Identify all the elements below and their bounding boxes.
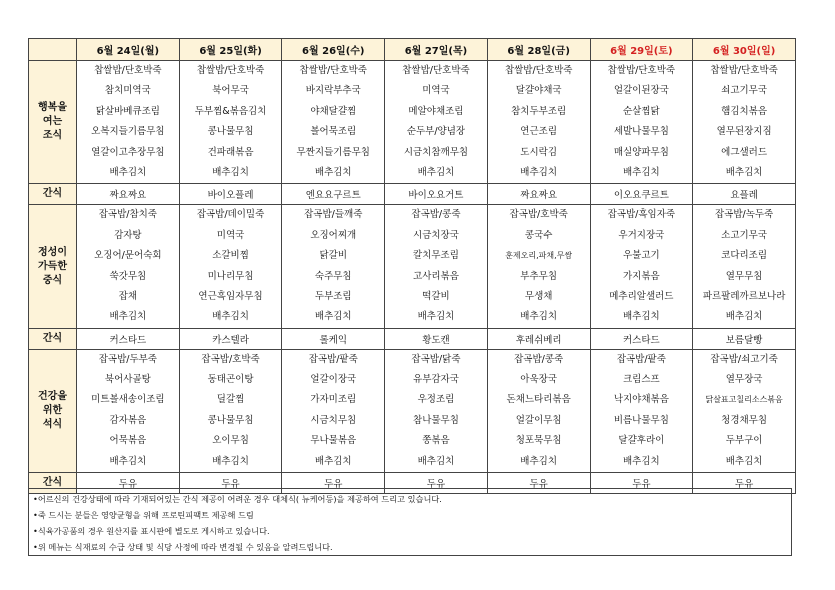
menu-item: 배추김치 — [520, 311, 558, 323]
menu-item: 칼치무조림 — [413, 250, 459, 262]
menu-item: 우불고기 — [623, 250, 660, 262]
snack-label: 간식 — [29, 184, 77, 205]
snack-cell: 두유 — [693, 473, 796, 494]
menu-item: 달걀야채국 — [515, 85, 562, 97]
day-menu-cell — [693, 349, 796, 472]
snack-cell: 커스타드 — [77, 328, 180, 349]
day-header: 6월 25일(화) — [179, 39, 282, 61]
menu-item: 찹쌀밥/단호박죽 — [504, 65, 573, 76]
menu-item: 얼갈이장국 — [310, 374, 357, 386]
menu-item: 오이무침 — [212, 435, 249, 447]
menu-item: 잡채 — [118, 290, 138, 302]
snack-cell: 요플레 — [693, 184, 796, 205]
snack-cell: 바이오요거트 — [385, 184, 488, 205]
menu-item: 메추리알샐러드 — [609, 290, 674, 302]
menu-item: 우정조림 — [417, 394, 455, 406]
menu-item: 메알야채조림 — [408, 105, 464, 117]
menu-item: 햄김치볶음 — [721, 105, 768, 117]
menu-item: 청포묵무침 — [515, 435, 562, 447]
snack-label: 간식 — [29, 473, 77, 494]
meal-row — [29, 61, 796, 184]
menu-item: 훈제오리,파채,무쌈 — [505, 251, 573, 261]
menu-item: 콩국수 — [524, 229, 553, 241]
day-menu-cell — [282, 61, 385, 184]
snack-cell: 두유 — [590, 473, 693, 494]
day-menu-cell — [590, 205, 693, 328]
meal-row — [29, 205, 796, 328]
menu-item: 열무무침 — [725, 270, 763, 282]
menu-item: 순두부/양념장 — [406, 126, 466, 138]
menu-item: 오징어/문어숙회 — [94, 250, 162, 262]
menu-item: 두부찜&볶음김치 — [194, 105, 267, 117]
menu-item: 미트볼새송이조림 — [91, 394, 165, 406]
meal-label-line: 건강을 — [38, 390, 67, 402]
menu-item: 매실양파무침 — [613, 146, 669, 158]
snack-cell: 롤케익 — [282, 328, 385, 349]
meal-row — [29, 349, 796, 472]
meal-label — [29, 349, 77, 472]
menu-item: 미역국 — [422, 85, 450, 97]
snack-cell: 짜요짜요 — [77, 184, 180, 205]
menu-item: 시금치무침 — [310, 414, 357, 426]
menu-item: 배추김치 — [109, 311, 147, 323]
menu-item: 참치두부조림 — [511, 105, 567, 117]
menu-item: 떡갈비 — [422, 290, 450, 302]
menu-item: 열갈이고추장무침 — [91, 146, 165, 158]
menu-item: 잡곡밥/들깨죽 — [304, 209, 363, 221]
note-line: •위 메뉴는 식재료의 수급 상태 및 식당 사정에 따라 변경될 수 있음을 알려드립니다. — [33, 542, 333, 552]
day-menu-cell — [77, 349, 180, 472]
snack-cell: 두유 — [77, 473, 180, 494]
menu-item: 두부구이 — [725, 435, 763, 447]
snack-cell: 바이오플레 — [179, 184, 282, 205]
menu-item: 찹쌀밥/단호박죽 — [94, 65, 162, 76]
day-menu-cell — [179, 61, 282, 184]
menu-item: 열무된장지짐 — [716, 126, 772, 138]
day-menu-cell — [487, 349, 590, 472]
menu-item: 배추김치 — [520, 166, 558, 178]
menu-item: 잡곡밥/팥죽 — [308, 353, 358, 365]
menu-item: 무짠지들기름무침 — [296, 146, 370, 158]
day-menu-cell — [590, 349, 693, 472]
day-menu-cell — [487, 205, 590, 328]
menu-item: 배추김치 — [623, 455, 660, 467]
snack-cell: 카스텔라 — [179, 328, 282, 349]
menu-item: 잡곡밥/녹두죽 — [714, 209, 774, 221]
meal-label-line: 여는 — [42, 116, 63, 128]
menu-item: 배추김치 — [417, 311, 455, 323]
menu-item: 비름나물무침 — [613, 414, 669, 426]
snack-cell: 두유 — [385, 473, 488, 494]
menu-item: 배추김치 — [725, 455, 763, 467]
menu-item: 가자미조림 — [310, 394, 357, 406]
menu-item: 배추김치 — [109, 166, 147, 178]
menu-item: 유부감자국 — [413, 374, 459, 386]
menu-item: 콩나물무침 — [207, 126, 254, 138]
snack-cell: 커스타드 — [590, 328, 693, 349]
menu-item: 배추김치 — [212, 166, 249, 178]
menu-item: 크림스프 — [623, 374, 660, 386]
header-row — [29, 39, 796, 61]
menu-item: 두부조림 — [314, 290, 352, 302]
weekly-menu-table — [28, 38, 796, 494]
menu-item: 미역국 — [216, 229, 245, 241]
menu-item: 소갈비찜 — [212, 250, 249, 262]
menu-item: 잡곡밥/콩죽 — [514, 353, 564, 365]
menu-item: 찹쌀밥/단호박죽 — [607, 65, 676, 76]
menu-item: 찹쌀밥/단호박죽 — [196, 65, 265, 76]
menu-item: 낙지야채볶음 — [613, 394, 669, 406]
snack-cell: 황도캔 — [385, 328, 488, 349]
menu-item: 감자볶음 — [109, 414, 147, 426]
menu-item: 배추김치 — [725, 166, 763, 178]
menu-item: 부추무침 — [520, 270, 558, 282]
menu-item: 딜갈찜 — [216, 394, 245, 406]
menu-item: 미나리무침 — [207, 270, 254, 282]
menu-item: 배추김치 — [109, 455, 147, 467]
menu-item: 달걀후라이 — [618, 435, 665, 447]
menu-item: 잡곡밥/흑임자죽 — [607, 209, 676, 221]
menu-item: 우거지장국 — [618, 229, 665, 241]
menu-item: 오복지들기름무침 — [91, 126, 165, 138]
day-menu-cell — [282, 349, 385, 472]
menu-item: 세발나물무침 — [613, 126, 669, 138]
snack-cell: 두유 — [282, 473, 385, 494]
menu-item: 열무장국 — [725, 374, 763, 386]
menu-item: 잡곡밥/두부죽 — [98, 353, 157, 365]
menu-item: 바지락부추국 — [305, 85, 361, 97]
menu-item: 도시락김 — [520, 146, 558, 158]
menu-item: 닭살표고칠리소스볶음 — [705, 395, 783, 405]
menu-item: 시금치장국 — [413, 229, 459, 241]
day-menu-cell — [385, 349, 488, 472]
menu-item: 배추김치 — [623, 166, 660, 178]
snack-cell: 후레쉬베리 — [487, 328, 590, 349]
day-menu-cell — [385, 205, 488, 328]
day-header-weekend: 6월 29일(토) — [590, 39, 693, 61]
menu-item: 동태곤이탕 — [207, 374, 254, 386]
menu-item: 쫑볶음 — [422, 435, 450, 447]
menu-item: 배추김치 — [212, 455, 249, 467]
meal-label-line: 정성이 — [38, 246, 67, 258]
menu-item: 에그샐러드 — [721, 146, 768, 158]
day-header: 6월 26일(수) — [282, 39, 385, 61]
menu-item: 배추김치 — [314, 311, 352, 323]
menu-item: 닭살바베큐조림 — [95, 105, 160, 117]
meal-label-line: 행복을 — [38, 102, 67, 114]
menu-item: 배추김치 — [623, 311, 660, 323]
snack-cell: 엔요요구르트 — [282, 184, 385, 205]
day-menu-cell — [282, 205, 385, 328]
menu-item: 숙주무침 — [314, 270, 352, 282]
menu-item: 청경채무침 — [721, 414, 768, 426]
menu-item: 찹쌀밥/단호박죽 — [710, 65, 778, 76]
snack-cell: 짜요짜요 — [487, 184, 590, 205]
menu-item: 어묵볶음 — [109, 435, 147, 447]
day-header-weekend: 6월 30일(일) — [693, 39, 796, 61]
menu-item: 배추김치 — [725, 311, 763, 323]
menu-item: 시금치참깨무침 — [403, 146, 469, 158]
menu-item: 가지볶음 — [623, 270, 660, 282]
menu-item: 닭갈비 — [319, 250, 348, 262]
menu-item: 북어사골탕 — [104, 374, 151, 386]
meal-label — [29, 61, 77, 184]
menu-item: 잡곡밥/호박죽 — [201, 353, 260, 365]
menu-item: 잡곡밥/데이밀죽 — [196, 209, 265, 221]
menu-item: 볼어묵조림 — [310, 126, 357, 138]
menu-item: 배추김치 — [520, 455, 558, 467]
menu-item: 잡곡밥/팥죽 — [616, 353, 666, 365]
note-line: •어르신의 건강상태에 따라 기재되어있는 간식 제공이 어려운 경우 대체식( 뉴케어등)을 제공하여 드리고 있습니다. — [33, 494, 442, 504]
meal-label-line: 위한 — [42, 404, 63, 416]
day-header: 6월 24일(월) — [77, 39, 180, 61]
menu-item: 참치미역국 — [104, 85, 151, 97]
day-menu-cell — [179, 205, 282, 328]
corner-cell — [29, 39, 77, 61]
menu-item: 잡곡밥/쇠고기죽 — [710, 353, 778, 365]
menu-item: 순살찜닭 — [623, 105, 660, 117]
menu-item: 쇠고기무국 — [721, 85, 768, 97]
day-menu-cell — [693, 61, 796, 184]
menu-item: 잡곡밥/참치죽 — [98, 209, 157, 221]
snack-cell: 이오요쿠르트 — [590, 184, 693, 205]
notes-box — [28, 488, 792, 556]
menu-item: 돈채느타리볶음 — [506, 394, 571, 406]
menu-item: 배추김치 — [417, 455, 455, 467]
menu-item: 콩나물무침 — [207, 414, 254, 426]
day-menu-cell — [179, 349, 282, 472]
menu-item: 배추김치 — [212, 311, 249, 323]
menu-item: 배추김치 — [314, 166, 352, 178]
menu-item: 오징어찌개 — [310, 229, 357, 241]
menu-item: 건파래볶음 — [207, 146, 254, 158]
menu-item: 배추김치 — [417, 166, 455, 178]
snack-label: 간식 — [29, 328, 77, 349]
snack-cell: 두유 — [179, 473, 282, 494]
day-menu-cell — [77, 61, 180, 184]
day-header: 6월 28일(금) — [487, 39, 590, 61]
day-menu-cell — [590, 61, 693, 184]
menu-item: 참나물무침 — [413, 414, 459, 426]
menu-item: 감자탕 — [114, 229, 142, 241]
menu-item: 찹쌀밥/단호박죽 — [299, 65, 367, 76]
menu-item: 북어무국 — [212, 85, 249, 97]
snack-cell: 두유 — [487, 473, 590, 494]
menu-item: 잡곡밥/콩죽 — [411, 209, 461, 221]
menu-item: 쑥갓무침 — [109, 270, 147, 282]
snack-cell: 보름달빵 — [693, 328, 796, 349]
day-menu-cell — [487, 61, 590, 184]
menu-item: 잡곡밥/닭죽 — [411, 353, 461, 365]
meal-label-line: 가득한 — [38, 260, 67, 272]
menu-item: 연근조림 — [520, 126, 558, 138]
menu-item: 찹쌀밥/단호박죽 — [402, 65, 470, 76]
note-line: •식육가공품의 경우 원산지를 표시판에 별도로 게시하고 있습니다. — [33, 526, 270, 536]
menu-item: 얼갈이무침 — [515, 414, 562, 426]
menu-item: 배추김치 — [314, 455, 352, 467]
day-menu-cell — [77, 205, 180, 328]
snack-row — [29, 184, 796, 205]
menu-item: 파르팔레까르보나라 — [702, 290, 786, 302]
menu-item: 소고기무국 — [721, 229, 768, 241]
menu-item: 고사리볶음 — [413, 270, 459, 282]
menu-item: 야채달걀찜 — [310, 105, 357, 117]
menu-item: 잡곡밥/호박죽 — [509, 209, 568, 221]
note-line: •죽 드시는 분들은 영양균형을 위해 프로틴피팩트 제공해 드림 — [33, 510, 254, 520]
menu-item: 아욱장국 — [520, 374, 558, 386]
day-header: 6월 27일(목) — [385, 39, 488, 61]
day-menu-cell — [385, 61, 488, 184]
meal-label — [29, 205, 77, 328]
snack-row — [29, 328, 796, 349]
menu-item: 무생채 — [524, 290, 553, 302]
meal-label-line: 중식 — [42, 274, 63, 286]
meal-label-line: 석식 — [42, 418, 63, 430]
menu-item: 연근흑임자무침 — [198, 290, 263, 302]
meal-label-line: 조식 — [42, 130, 63, 142]
menu-item: 코다리조림 — [721, 250, 768, 262]
menu-item: 얼갈이된장국 — [613, 85, 669, 97]
day-menu-cell — [693, 205, 796, 328]
menu-item: 무나물볶음 — [310, 435, 357, 447]
